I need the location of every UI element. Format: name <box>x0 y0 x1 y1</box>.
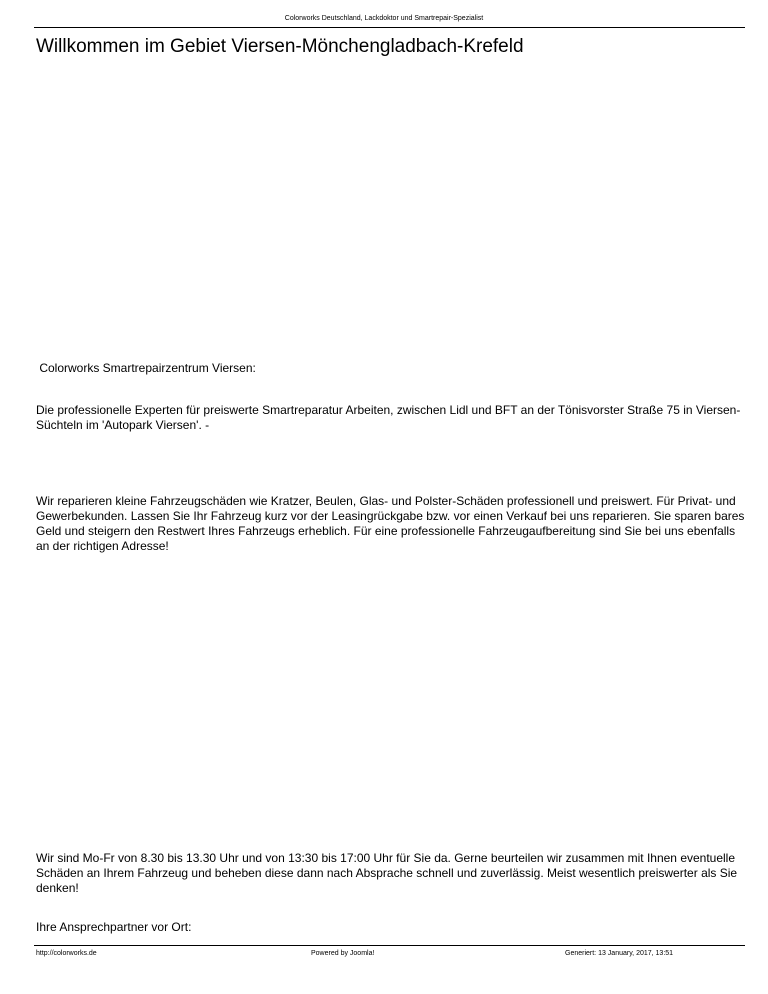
footer-divider <box>34 945 745 946</box>
page-title: Willkommen im Gebiet Viersen-Mönchengladbach-Krefeld <box>36 36 524 57</box>
footer-powered-by: Powered by Joomla! <box>311 950 375 957</box>
experts-paragraph: Die professionelle Experten für preiswerte Smartreparatur Arbeiten, zwischen Lidl und BFT an der Tönisvorster Straße 75 in Viersen-Süchteln im 'Autopark Viersen'. - <box>36 403 741 432</box>
footer-generated-date: Generiert: 13 January, 2017, 13:51 <box>565 950 674 957</box>
page-header: Colorworks Deutschland, Lackdoktor und Smartrepair-Spezialist <box>284 15 484 22</box>
repair-paragraph: Wir reparieren kleine Fahrzeugschäden wie Kratzer, Beulen, Glas- und Polster-Schäden professionell und preiswert. Für Privat- und Gewerbekunden. Lassen Sie Ihr Fahrzeug kurz vor der Leasingrückgabe bzw. vor einen Verkauf bei uns reparieren. Sie sparen bares Geld und steigern den Restwert Ihres Fahrzeugs erheblich. Für eine professionelle Fahrzeugaufbereitung sind Sie bei uns ebenfalls an der richtigen Adresse! <box>36 494 745 553</box>
footer-url: http://colorworks.de <box>36 950 97 957</box>
contact-paragraph: Ihre Ansprechpartner vor Ort: <box>36 920 192 934</box>
intro-paragraph: Colorworks Smartrepairzentrum Viersen: <box>36 361 256 375</box>
header-divider <box>34 27 745 28</box>
opening-hours-paragraph: Wir sind Mo-Fr von 8.30 bis 13.30 Uhr und von 13:30 bis 17:00 Uhr für Sie da. Gerne beurteilen wir zusammen mit Ihnen eventuelle Schäden an Ihrem Fahrzeug und beheben diese dann nach Absprache schnell und zuverlässig. Meist wesentlich preiswerter als Sie denken! <box>36 851 738 895</box>
